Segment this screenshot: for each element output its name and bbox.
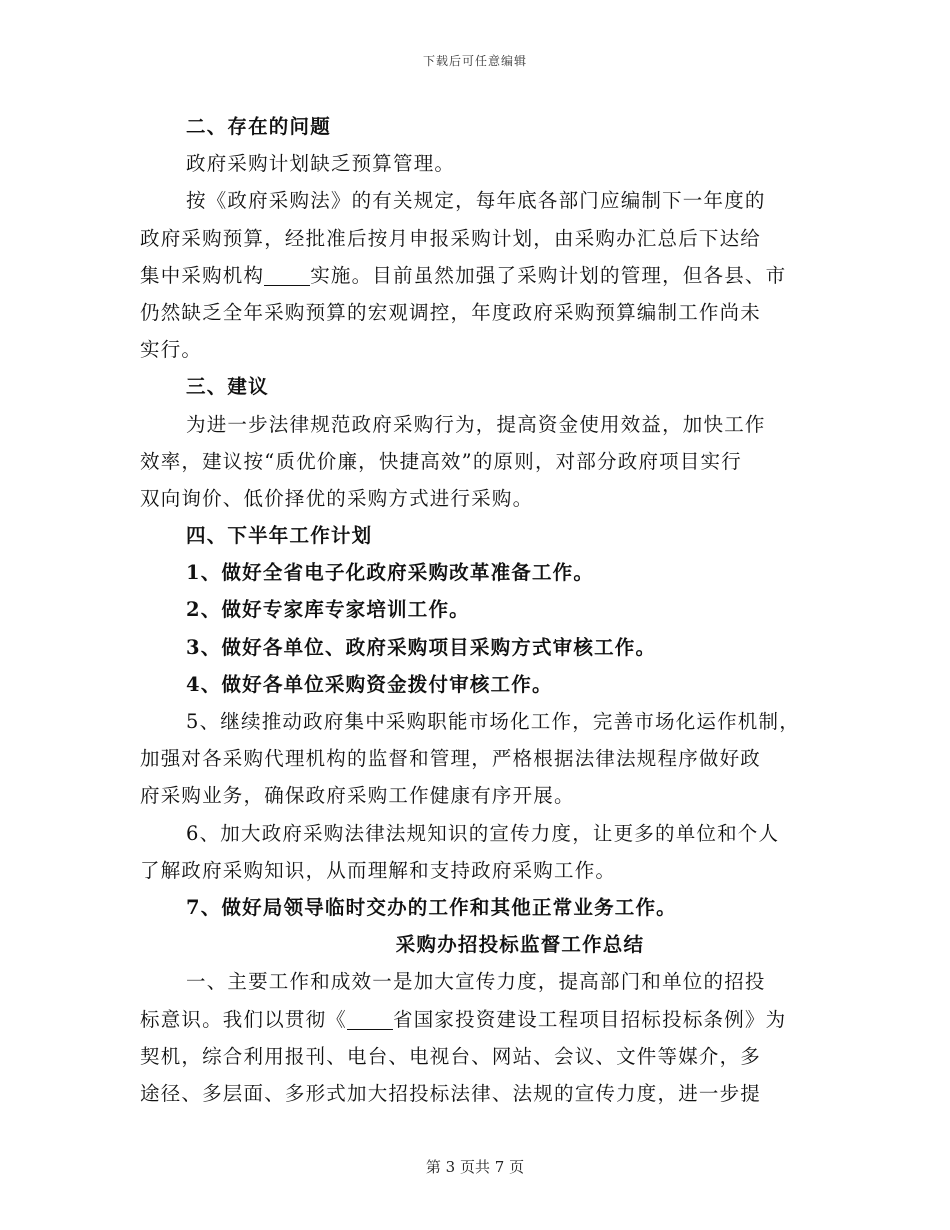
text-segment: 政府采购预算，经批准后按月申报采购计划，由采购办汇总后下达给: [140, 226, 762, 250]
text-segment: 契机，综合利用报刊、电台、电视台、网站、会议、文件等媒介，多: [140, 1044, 762, 1068]
text-line: [140, 108, 830, 145]
text-line: [140, 368, 830, 405]
text-line: [140, 145, 830, 182]
text-segment: 省国家投资建设工程项目招标投标条例》为: [393, 1007, 787, 1031]
text-segment: 双向询价、低价择优的采购方式进行采购。: [140, 486, 534, 510]
text-segment: 途径、多层面、多形式加大招投标法律、法规的宣传力度，进一步提: [140, 1081, 762, 1105]
text-segment: 实施。目前虽然加强了采购计划的管理，但各县、市: [310, 263, 787, 287]
document-body: [140, 108, 830, 1112]
text-line: [140, 963, 830, 1000]
text-line: [140, 406, 830, 443]
page-number: 第 3 页共 7 页: [425, 1158, 525, 1176]
text-segment: 了解政府采购知识，从而理解和支持政府采购工作。: [140, 858, 617, 882]
text-segment: 效率，建议按“质优价廉，快捷高效”的原则，对部分政府项目实行: [140, 449, 742, 473]
text-line: [140, 740, 830, 777]
text-line: [140, 1001, 830, 1038]
text-segment: 7、做好局领导临时交办的工作和其他正常业务工作。: [186, 895, 677, 919]
text-segment: 5、继续推动政府集中采购职能市场化工作，完善市场化运作机制，: [186, 710, 800, 733]
text-segment: 4、做好各单位采购资金拨付审核工作。: [186, 672, 553, 696]
text-segment: 3、做好各单位、政府采购项目采购方式审核工作。: [186, 635, 657, 659]
text-line: [140, 517, 830, 554]
text-line: [140, 1075, 830, 1112]
text-line: [140, 1038, 830, 1075]
text-segment: 1、做好全省电子化政府采购改革准备工作。: [186, 561, 595, 585]
text-line: [140, 591, 830, 628]
text-segment: 加强对各采购代理机构的监督和管理，严格根据法律法规程序做好政: [140, 747, 762, 771]
text-segment: 政府采购计划缺乏预算管理。: [186, 152, 456, 176]
text-segment: 府采购业务，确保政府采购工作健康有序开展。: [140, 784, 575, 808]
text-line: [140, 443, 830, 480]
text-segment: 三、建议: [186, 375, 269, 399]
text-segment: 一、主要工作和成效一是加大宣传力度，提高部门和单位的招投: [186, 970, 766, 994]
text-line: [140, 629, 830, 666]
text-line: [140, 554, 830, 591]
text-segment: 四、下半年工作计划: [186, 524, 373, 548]
text-line: [140, 703, 830, 740]
text-line: [140, 815, 830, 852]
text-line: [140, 182, 830, 219]
underline-blank: [264, 263, 310, 286]
underline-blank: [347, 1007, 393, 1030]
text-segment: 按《政府采购法》的有关规定，每年底各部门应编制下一年度的: [186, 189, 766, 213]
text-line: [140, 331, 830, 368]
text-segment: 仍然缺乏全年采购预算的宏观调控，年度政府采购预算编制工作尚未: [140, 300, 762, 324]
section-title: [140, 926, 830, 963]
text-segment: 集中采购机构: [140, 263, 265, 287]
text-line: [140, 220, 830, 257]
text-segment: 为进一步法律规范政府采购行为，提高资金使用效益，加快工作: [186, 412, 766, 436]
text-line: [140, 480, 830, 517]
text-segment: 6、加大政府采购法律法规知识的宣传力度，让更多的单位和个人: [186, 821, 780, 845]
text-line: [140, 257, 830, 294]
text-segment: 标意识。我们以贯彻《: [140, 1007, 348, 1031]
text-segment: 采购办招投标监督工作总结: [395, 933, 645, 957]
text-segment: 2、做好专家库专家培训工作。: [186, 598, 470, 622]
page-header: 下载后可任意编辑: [422, 54, 527, 68]
text-line: [140, 294, 830, 331]
text-line: [140, 852, 830, 889]
text-line: [140, 666, 830, 703]
text-line: [140, 777, 830, 814]
text-segment: 实行。: [140, 338, 203, 362]
text-line: [140, 889, 830, 926]
text-segment: 二、存在的问题: [186, 115, 331, 138]
